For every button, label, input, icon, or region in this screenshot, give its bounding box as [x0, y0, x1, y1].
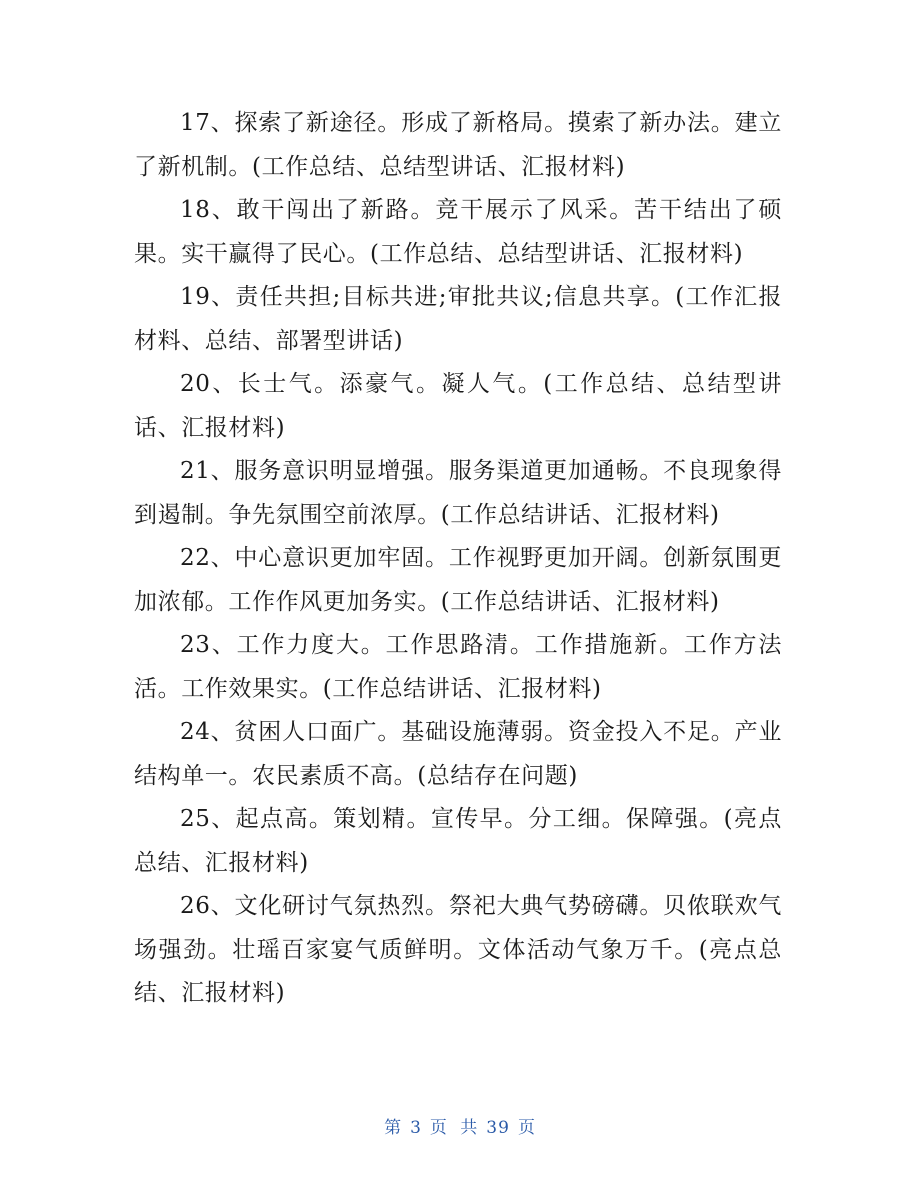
- paragraph-22: 22、中心意识更加牢固。工作视野更加开阔。创新氛围更加浓郁。工作作风更加务实。(工作总结讲话、汇报材料): [134, 545, 782, 615]
- current-page-number: 3: [410, 1118, 422, 1138]
- footer-prefix: 第: [384, 1118, 403, 1138]
- paragraph-18: 18、敢干闯出了新路。竞干展示了风采。苦干结出了硕果。实干赢得了民心。(工作总结、总结型讲话、汇报材料): [134, 197, 782, 267]
- paragraph-25: 25、起点高。策划精。宣传早。分工细。保障强。(亮点总结、汇报材料): [134, 806, 782, 876]
- paragraph-21: 21、服务意识明显增强。服务渠道更加通畅。不良现象得到遏制。争先氛围空前浓厚。(工作总结讲话、汇报材料): [134, 458, 782, 528]
- footer-suffix: 页: [517, 1118, 536, 1138]
- document-body: [134, 102, 782, 1016]
- paragraph-19: 19、责任共担;目标共进;审批共议;信息共享。(工作汇报材料、总结、部署型讲话): [134, 284, 782, 354]
- paragraph-23: 23、工作力度大。工作思路清。工作措施新。工作方法活。工作效果实。(工作总结讲话、汇报材料): [134, 632, 782, 702]
- footer-mid: 页 共: [429, 1118, 479, 1138]
- paragraph-20: 20、长士气。添豪气。凝人气。(工作总结、总结型讲话、汇报材料): [134, 371, 782, 441]
- page-footer: [0, 1113, 920, 1138]
- paragraph-24: 24、贫困人口面广。基础设施薄弱。资金投入不足。产业结构单一。农民素质不高。(总结存在问题): [134, 719, 782, 789]
- total-pages-number: 39: [486, 1118, 510, 1138]
- paragraph-26: 26、文化研讨气氛热烈。祭祀大典气势磅礴。贝侬联欢气场强劲。壮瑶百家宴气质鲜明。文体活动气象万千。(亮点总结、汇报材料): [134, 893, 782, 1006]
- paragraph-17: 17、探索了新途径。形成了新格局。摸索了新办法。建立了新机制。(工作总结、总结型讲话、汇报材料): [134, 110, 782, 180]
